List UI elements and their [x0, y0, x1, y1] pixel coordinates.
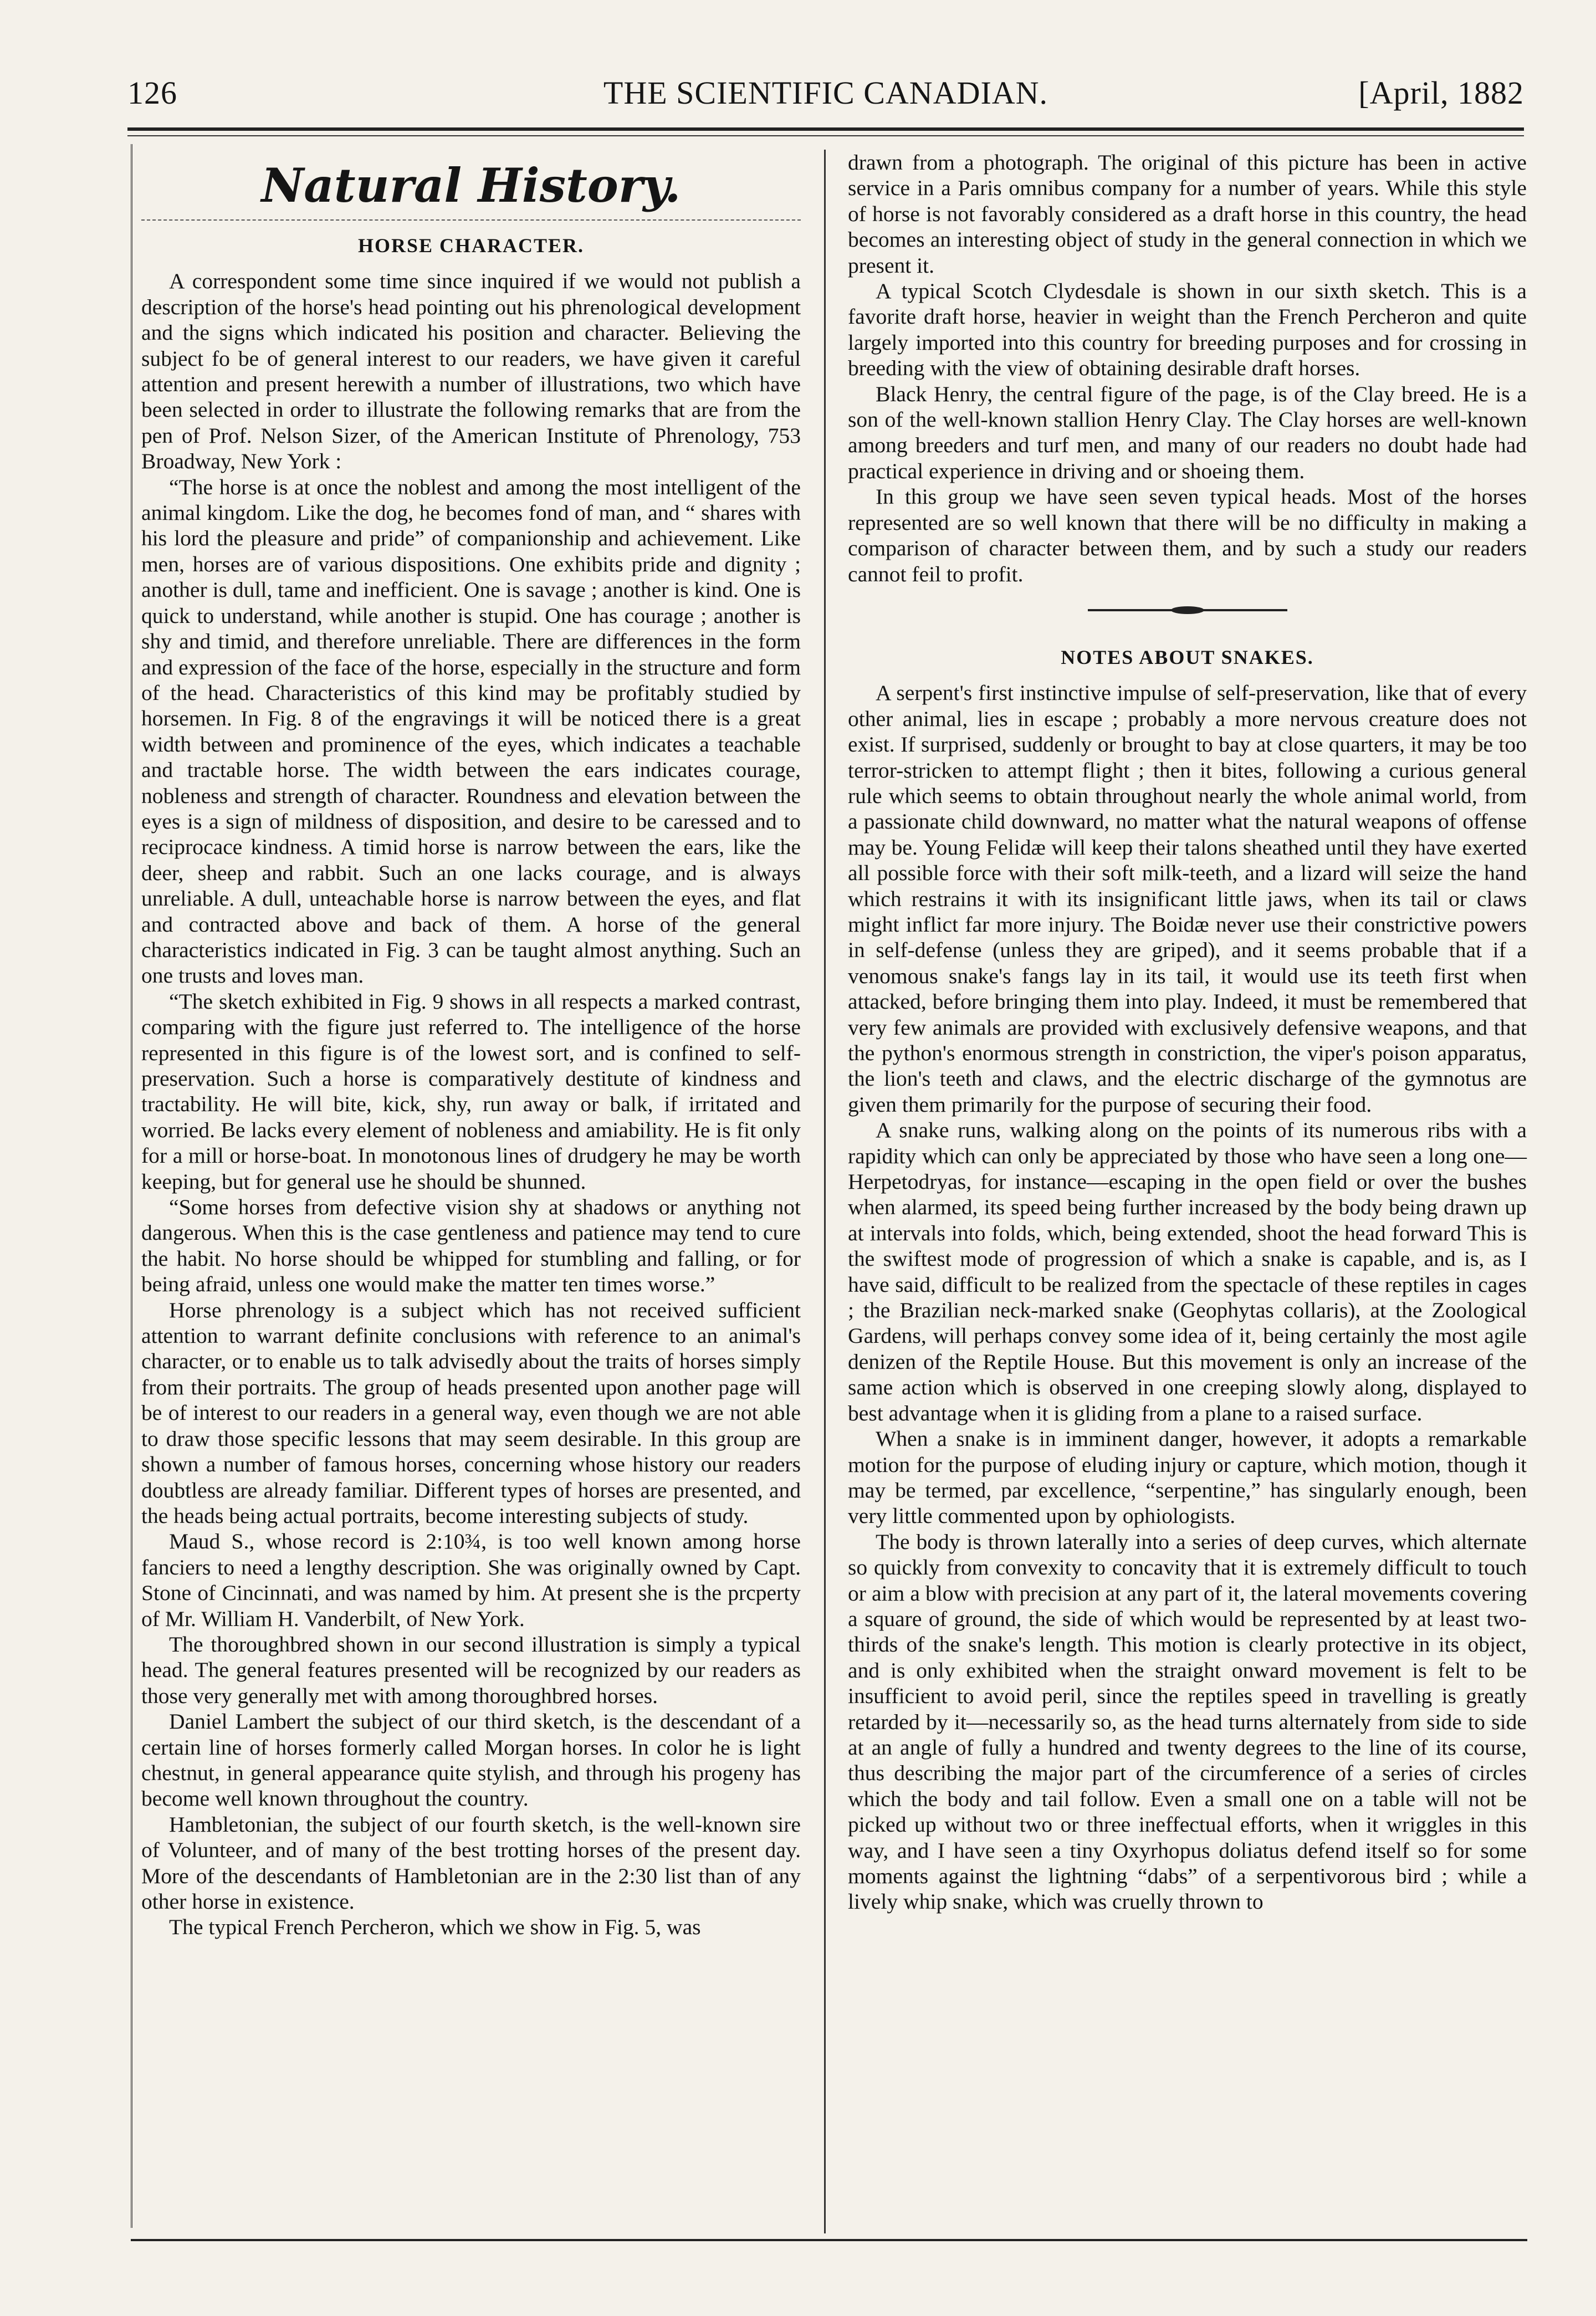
publication-title: THE SCIENTIFIC CANADIAN. — [603, 75, 1048, 111]
paragraph: The typical French Percheron, which we show in Fig. 5, was — [169, 1915, 701, 1940]
paragraph: Daniel Lambert the subject of our third sketch, is the descendant of a certain line of horses formerly called Morgan horses. In color he is light chestnut, in general appearance quite stylish, and through his progeny has become well known throughout the country. — [141, 1709, 801, 1811]
issue-date: [April, 1882 — [1358, 75, 1524, 111]
left-border-rule — [131, 144, 132, 2228]
paragraph: The body is thrown laterally into a series of deep curves, which alternate so quickly from convexity to concavity that it is extremely difficult to touch or aim a blow with precision at any part of it, the lateral movements covering a square of ground, the side of which would be represented by at least two-thirds of the snake's length. This motion is clearly protective in its object, and is only exhibited when the straight onward movement is felt to be insufficient to avoid peril, since the reptiles speed in travelling is greatly retarded by it—necessarily so, as the head turns alternately from side to side at an angle of fully a hundred and twenty degrees to the line of its course, thus describing the major part of the circumference of a series of circles which the body and tail follow. Even a small one on a table will not be picked up without two or three ineffectual efforts, when it wriggles in this way, and I have seen a tiny Oxyrhopus doliatus defend itself so for some moments against the lightning “dabs” of a serpentivorous bird ; while a lively whip snake, which was cruelly thrown to — [848, 1529, 1527, 1914]
paragraph: A snake runs, walking along on the points of its numerous ribs with a rapidity which can only be appreciated by those who have seen a long one—Herpetodryas, for instance—escaping in the open field or over the bushes when alarmed, its speed being further increased by the body being drawn up at intervals into folds, which, being extended, shoot the head forward This is the swiftest mode of progression of which a snake is capable, and is, as I have said, difficult to be realized from the spectacle of these reptiles in cages ; the Brazilian neck-marked snake (Geophytas collaris), at the Zoological Gardens, will perhaps convey some idea of it, being certainly the most agile denizen of the Reptile House. But this movement is only an increase of the same action which is observed in one creeping slowly along, displayed to best advantage when it is gliding from a plane to a raised surface. — [848, 1118, 1527, 1425]
article-title-snakes: NOTES ABOUT SNAKES. — [1061, 646, 1314, 668]
paragraph: In this group we have seen seven typical heads. Most of the horses represented are so well known that there will be no difficulty in making a comparison of character between them, and by such a study our readers cannot feil to profit. — [848, 484, 1527, 586]
left-column — [141, 150, 801, 2250]
department-rule — [141, 219, 801, 221]
paragraph: Maud S., whose record is 2:10¾, is too well known among horse fanciers to need a lengthy description. She was originally owned by Capt. Stone of Cincinnati, and was named by him. At present she is the prcperty of Mr. William H. Vanderbilt, of New York. — [141, 1529, 801, 1631]
header-rule-thin — [127, 135, 1524, 136]
paragraph: “The sketch exhibited in Fig. 9 shows in all respects a marked contrast, comparing with the figure just referred to. The intelligence of the horse represented in this figure is of the lowest sort, and is confined to self-preservation. Such a horse is comparatively destitute of kindness and tractability. He will bite, kick, shy, run away or balk, if irritated and worried. Be lacks every element of nobleness and amiability. He is fit only for a mill or horse-boat. In monotonous lines of drudgery he may be worth keeping, but for general use he should be shunned. — [141, 989, 801, 1194]
paragraph: A correspondent some time since inquired if we would not publish a description of the horse's head pointing out his phrenological development and the signs which indicated his position and character. Believing the subject fo be of general interest to our readers, we have given it careful attention and present herewith a number of illustrations, two which have been selected in order to illustrate the following remarks that are from the pen of Prof. Nelson Sizer, of the American Institute of Phrenology, 753 Broadway, New York : — [141, 269, 801, 474]
paragraph: drawn from a photograph. The original of this picture has been in active service in a Paris omnibus company for a number of years. While this style of horse is not favorably considered as a draft horse in this country, the head becomes an interesting object of study in the general connection in which we present it. — [848, 150, 1527, 278]
header-rule — [127, 127, 1524, 131]
paragraph: Black Henry, the central figure of the page, is of the Clay breed. He is a son of the well-known stallion Henry Clay. The Clay horses are well-known among breeders and turf men, and many of our readers no doubt hade had practical experience in driving and or shoeing them. — [848, 381, 1527, 483]
running-head — [127, 67, 1524, 116]
paragraph: “The horse is at once the noblest and among the most intelligent of the animal kingdom. Like the dog, he becomes fond of man, and “ shares with his lord the pleasure and pride” of companionship and achievement. Like men, horses are of various dispositions. One exhibits pride and dignity ; another is dull, tame and inefficient. One is savage ; another is kind. One is quick to understand, while another is stupid. One has courage ; another is shy and timid, and therefore unreliable. There are differences in the form and expression of the face of the horse, especially in the structure and form of the head. Characteristics of this kind may be profitably studied by horsemen. In Fig. 8 of the engravings it will be noticed there is a great width between and prominence of the eyes, which indicates a teachable and tractable horse. The width between the ears indicates courage, nobleness and strength of character. Roundness and elevation between the eyes is a sign of mildness of disposition, and desire to be caressed and to reciprocace kindness. A timid horse is narrow between the ears, like the deer, sheep and rabbit. Such an one lacks courage, and is always unreliable. A dull, unteachable horse is narrow between the eyes, and flat and contracted above and back of them. A horse of the general characteristics indicated in Fig. 3 can be taught almost anything. Such an one trusts and loves man. — [141, 474, 801, 988]
paragraph: Hambletonian, the subject of our fourth sketch, is the well-known sire of Volunteer, and of many of the best trotting horses of the present day. More of the descendants of Hambletonian are in the 2:30 list than of any other horse in existence. — [141, 1812, 801, 1914]
right-column — [848, 150, 1527, 2250]
paragraph: A serpent's first instinctive impulse of self-preservation, like that of every other animal, lies in escape ; probably a more nervous creature does not exist. If surprised, suddenly or brought to bay at close quarters, it may be too terror-stricken to attempt flight ; then it bites, following a curious general rule which seems to obtain throughout nearly the whole animal world, from a passionate child downward, no matter what the natural weapons of offense may be. Young Felidæ will keep their talons sheathed until they have exerted all possible force with their soft milk-teeth, and a lizard will seize the hand which restrains it with its insignificant little jaws, when its tail or claws might inflict far more injury. The Boidæ never use their constrictive powers in self-defense (unless they are griped), and it seems probable that if a venomous snake's fangs lay in its tail, it would use its teeth first when attacked, before bringing them into play. Indeed, it must be remembered that very few animals are provided with exclusively defensive weapons, and that the python's enormous strength in constriction, the viper's poison apparatus, the lion's teeth and claws, and the electric discharge of the gymnotus are given them primarily for the purpose of securing their food. — [848, 681, 1527, 1117]
article-title-horse-character: HORSE CHARACTER. — [357, 234, 585, 257]
page-number: 126 — [127, 75, 177, 111]
paragraph: When a snake is in imminent danger, however, it adopts a remarkable motion for the purpose of eluding injury or capture, which motion, though it may be termed, par excellence, “serpentine,” has singularly enough, been very little commented upon by ophiologists. — [848, 1427, 1527, 1528]
section-ornament-divider — [1088, 609, 1287, 611]
paragraph: A typical Scotch Clydesdale is shown in our sixth sketch. This is a favorite draft horse, heavier in weight than the French Percheron and quite largely imported into this country for breeding purposes and for crossing in breeding with the view of obtaining desirable draft horses. — [848, 279, 1527, 381]
paragraph: The thoroughbred shown in our second illustration is simply a typical head. The general features presented will be recognized by our readers as those very generally met with among thoroughbred horses. — [141, 1632, 801, 1708]
department-heading: Natural History. — [261, 158, 681, 213]
column-divider — [824, 150, 826, 2233]
footer-rule — [131, 2239, 1527, 2241]
paragraph: Horse phrenology is a subject which has not received sufficient attention to warrant definite conclusions with reference to an animal's character, or to enable us to talk advisedly about the traits of horses simply from their portraits. The group of heads presented upon another page will be of interest to our readers in a general way, even though we are not able to draw those specific lessons that may seem desirable. In this group are shown a number of famous horses, concerning whose history our readers doubtless are already familiar. Different types of horses are presented, and the heads being actual portraits, become interesting subjects of study. — [141, 1297, 801, 1528]
paragraph: “Some horses from defective vision shy at shadows or anything not dangerous. When this is the case gentleness and patience may tend to cure the habit. No horse should be whipped for stumbling and falling, or for being afraid, unless one would make the matter ten times worse.” — [141, 1195, 801, 1297]
